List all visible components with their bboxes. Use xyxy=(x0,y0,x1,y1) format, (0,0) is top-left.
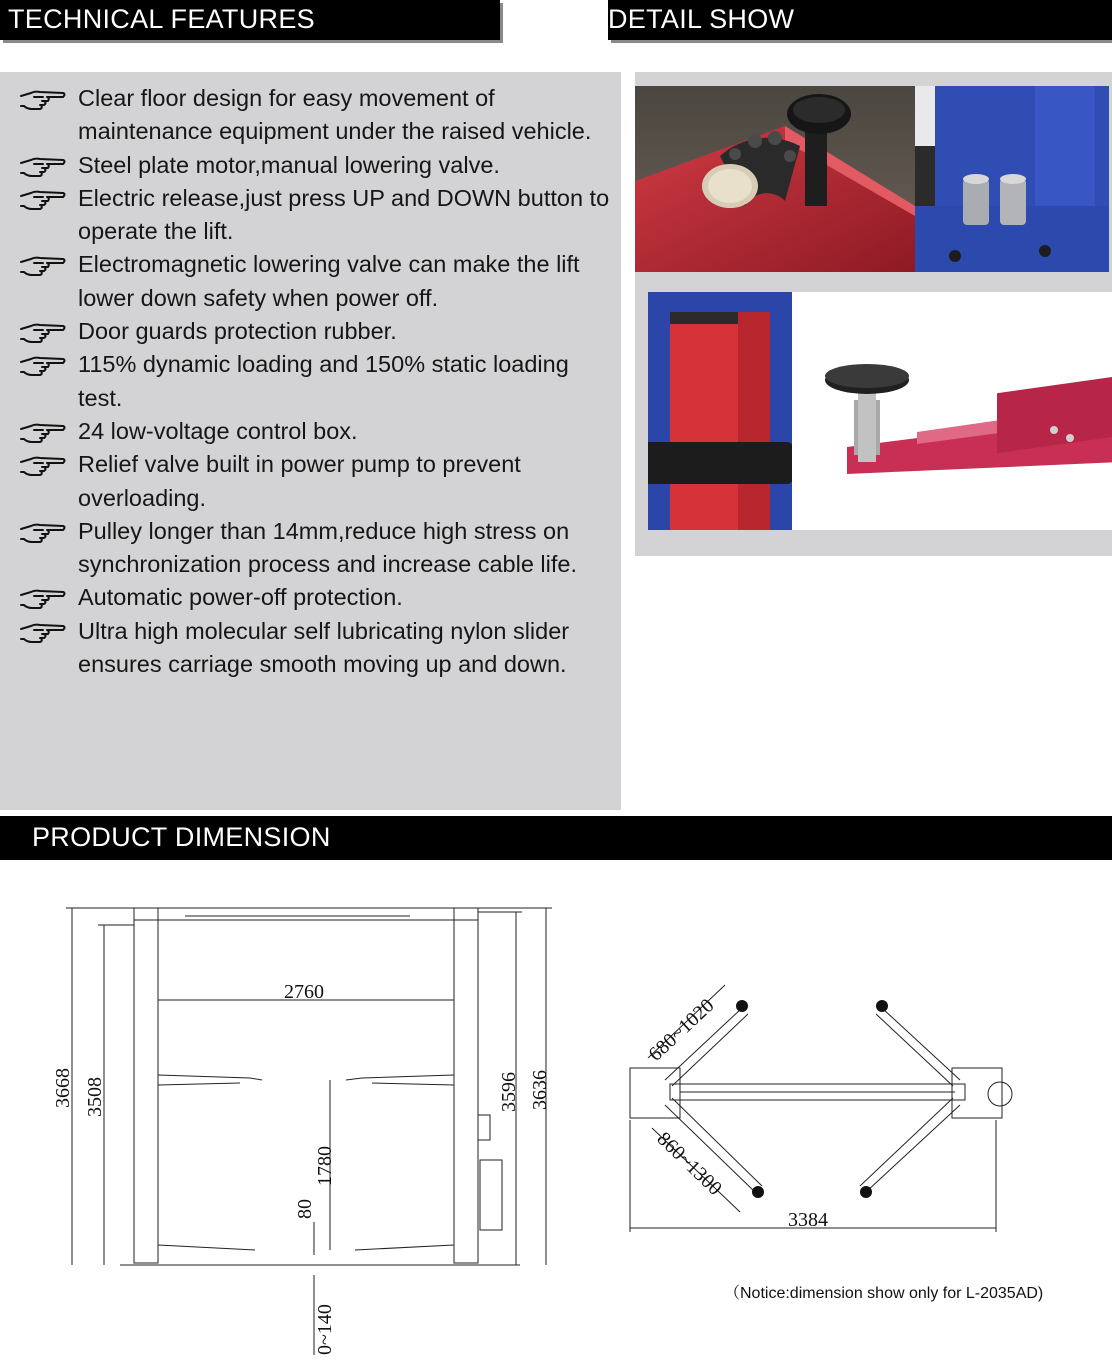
pointing-hand-icon xyxy=(18,187,68,213)
pointing-hand-icon xyxy=(18,586,68,612)
pointing-hand-icon xyxy=(18,453,68,479)
dim-width-between-columns: 2760 xyxy=(284,981,324,1003)
column-base-photo xyxy=(915,86,1109,272)
feature-item xyxy=(18,182,618,249)
dim-total-height: 3668 xyxy=(52,1068,74,1108)
product-dimension-header xyxy=(0,816,1112,860)
pointing-hand-icon xyxy=(18,353,68,379)
feature-item xyxy=(18,348,618,415)
detail-show-title: DETAIL SHOW xyxy=(608,4,795,34)
feature-text: Pulley longer than 14mm,reduce high stress on synchronization process and increase cable life. xyxy=(78,517,577,578)
pointing-hand-icon xyxy=(18,87,68,113)
technical-features-title: TECHNICAL FEATURES xyxy=(8,4,315,34)
column-carriage-photo xyxy=(648,292,793,530)
pointing-hand-icon xyxy=(18,253,68,279)
dim-right-outer-height: 3636 xyxy=(529,1070,551,1110)
feature-text: Relief valve built in power pump to prevent overloading. xyxy=(78,451,521,511)
feature-item xyxy=(18,448,618,515)
dim-pad-adjust: 0~140 xyxy=(314,1304,336,1355)
dim-front-arm-range: 680~1020 xyxy=(644,994,719,1066)
dimension-notice: （Notice:dimension show only for L-2035AD) xyxy=(724,1285,1044,1302)
feature-text: Ultra high molecular self lubricating nylon slider ensures carriage smooth moving up and down. xyxy=(78,617,570,678)
pointing-hand-icon xyxy=(18,320,68,346)
feature-text: Automatic power-off protection. xyxy=(78,584,403,611)
feature-text: 24 low-voltage control box. xyxy=(78,417,358,444)
dim-right-inner-height: 3596 xyxy=(498,1072,520,1112)
feature-item xyxy=(18,615,618,682)
technical-features-header xyxy=(0,0,500,40)
dim-column-height: 3508 xyxy=(84,1077,106,1117)
lift-arm-pad-photo xyxy=(792,292,1112,530)
feature-item xyxy=(18,248,618,315)
detail-show-panel xyxy=(635,72,1112,556)
features-list xyxy=(18,82,618,681)
feature-item xyxy=(18,515,618,582)
feature-item xyxy=(18,315,618,348)
feature-item xyxy=(18,581,618,614)
feature-text: Electric release,just press UP and DOWN button to operate the lift. xyxy=(78,184,610,245)
dim-rear-arm-range: 860~1300 xyxy=(652,1127,726,1200)
arm-lock-gear-photo xyxy=(635,86,915,272)
feature-text: Steel plate motor,manual lowering valve. xyxy=(78,151,500,178)
pointing-hand-icon xyxy=(18,154,68,180)
feature-text: Door guards protection rubber. xyxy=(78,318,397,345)
detail-show-header xyxy=(608,0,1112,40)
dim-max-lift-height: 1780 xyxy=(314,1146,336,1186)
product-dimension-title: PRODUCT DIMENSION xyxy=(32,822,331,852)
feature-item xyxy=(18,415,618,448)
pointing-hand-icon xyxy=(18,520,68,546)
dim-overall-width: 3384 xyxy=(788,1209,828,1231)
feature-item xyxy=(18,82,618,149)
feature-text: 115% dynamic loading and 150% static loading test. xyxy=(78,351,569,411)
feature-text: Clear floor design for easy movement of maintenance equipment under the raised vehicle. xyxy=(78,85,592,145)
feature-text: Electromagnetic lowering valve can make the lift lower down safety when power off. xyxy=(78,251,580,311)
dim-pad-height: 80 xyxy=(294,1199,316,1219)
technical-features-panel xyxy=(0,72,621,810)
pointing-hand-icon xyxy=(18,420,68,446)
pointing-hand-icon xyxy=(18,620,68,646)
feature-item xyxy=(18,149,618,182)
